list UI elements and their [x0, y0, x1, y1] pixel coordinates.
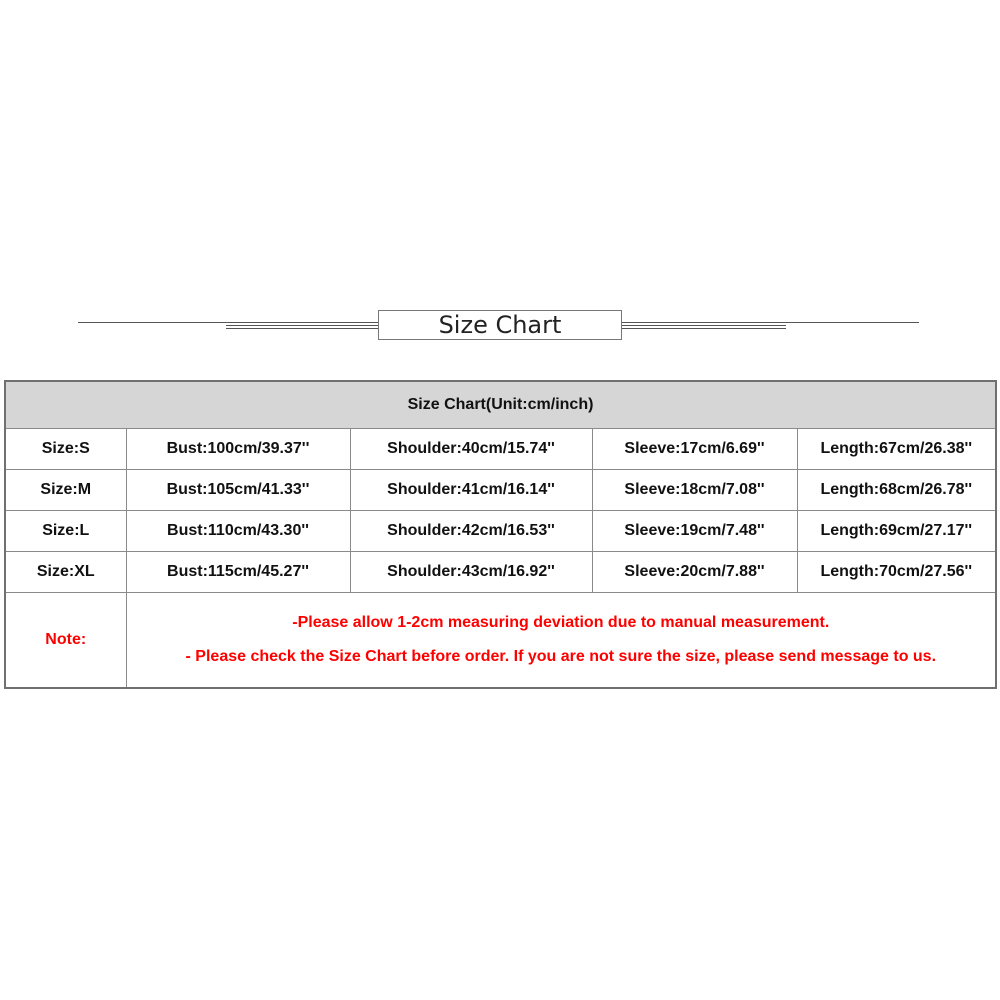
note-row [5, 593, 996, 689]
bust-cell: Bust:115cm/45.27'' [126, 552, 350, 593]
size-cell: Size:S [5, 429, 126, 470]
sleeve-cell: Sleeve:20cm/7.88'' [592, 552, 797, 593]
bust-cell: Bust:105cm/41.33'' [126, 470, 350, 511]
size-cell: Size:M [5, 470, 126, 511]
sleeve-cell: Sleeve:18cm/7.08'' [592, 470, 797, 511]
shoulder-cell: Shoulder:43cm/16.92'' [350, 552, 592, 593]
size-cell: Size:XL [5, 552, 126, 593]
banner-title: Size Chart [378, 310, 622, 340]
note-line-deviation: -Please allow 1-2cm measuring deviation due to manual measurement. [292, 614, 830, 631]
length-cell: Length:69cm/27.17'' [797, 511, 996, 552]
banner-rule-left-inner-2 [226, 328, 378, 329]
shoulder-cell: Shoulder:41cm/16.14'' [350, 470, 592, 511]
size-chart-banner [0, 300, 1000, 350]
banner-rule-left-inner-1 [226, 325, 378, 326]
sleeve-cell: Sleeve:19cm/7.48'' [592, 511, 797, 552]
shoulder-cell: Shoulder:42cm/16.53'' [350, 511, 592, 552]
table-row [5, 511, 996, 552]
length-cell: Length:68cm/26.78'' [797, 470, 996, 511]
table-heading: Size Chart(Unit:cm/inch) [5, 381, 996, 429]
bust-cell: Bust:100cm/39.37'' [126, 429, 350, 470]
table-row [5, 470, 996, 511]
note-content [126, 593, 996, 689]
note-label: Note: [5, 593, 126, 689]
sleeve-cell: Sleeve:17cm/6.69'' [592, 429, 797, 470]
size-cell: Size:L [5, 511, 126, 552]
size-chart-table [4, 380, 997, 689]
banner-rule-right-inner-1 [622, 325, 786, 326]
banner-rule-left-outer [78, 322, 378, 323]
table-row [5, 429, 996, 470]
table-row [5, 552, 996, 593]
table-heading-row [5, 381, 996, 429]
banner-rule-right-outer [622, 322, 919, 323]
length-cell: Length:67cm/26.38'' [797, 429, 996, 470]
length-cell: Length:70cm/27.56'' [797, 552, 996, 593]
shoulder-cell: Shoulder:40cm/15.74'' [350, 429, 592, 470]
banner-rule-right-inner-2 [622, 328, 786, 329]
bust-cell: Bust:110cm/43.30'' [126, 511, 350, 552]
note-line-check-size: - Please check the Size Chart before order. If you are not sure the size, please send message to us. [185, 648, 937, 665]
